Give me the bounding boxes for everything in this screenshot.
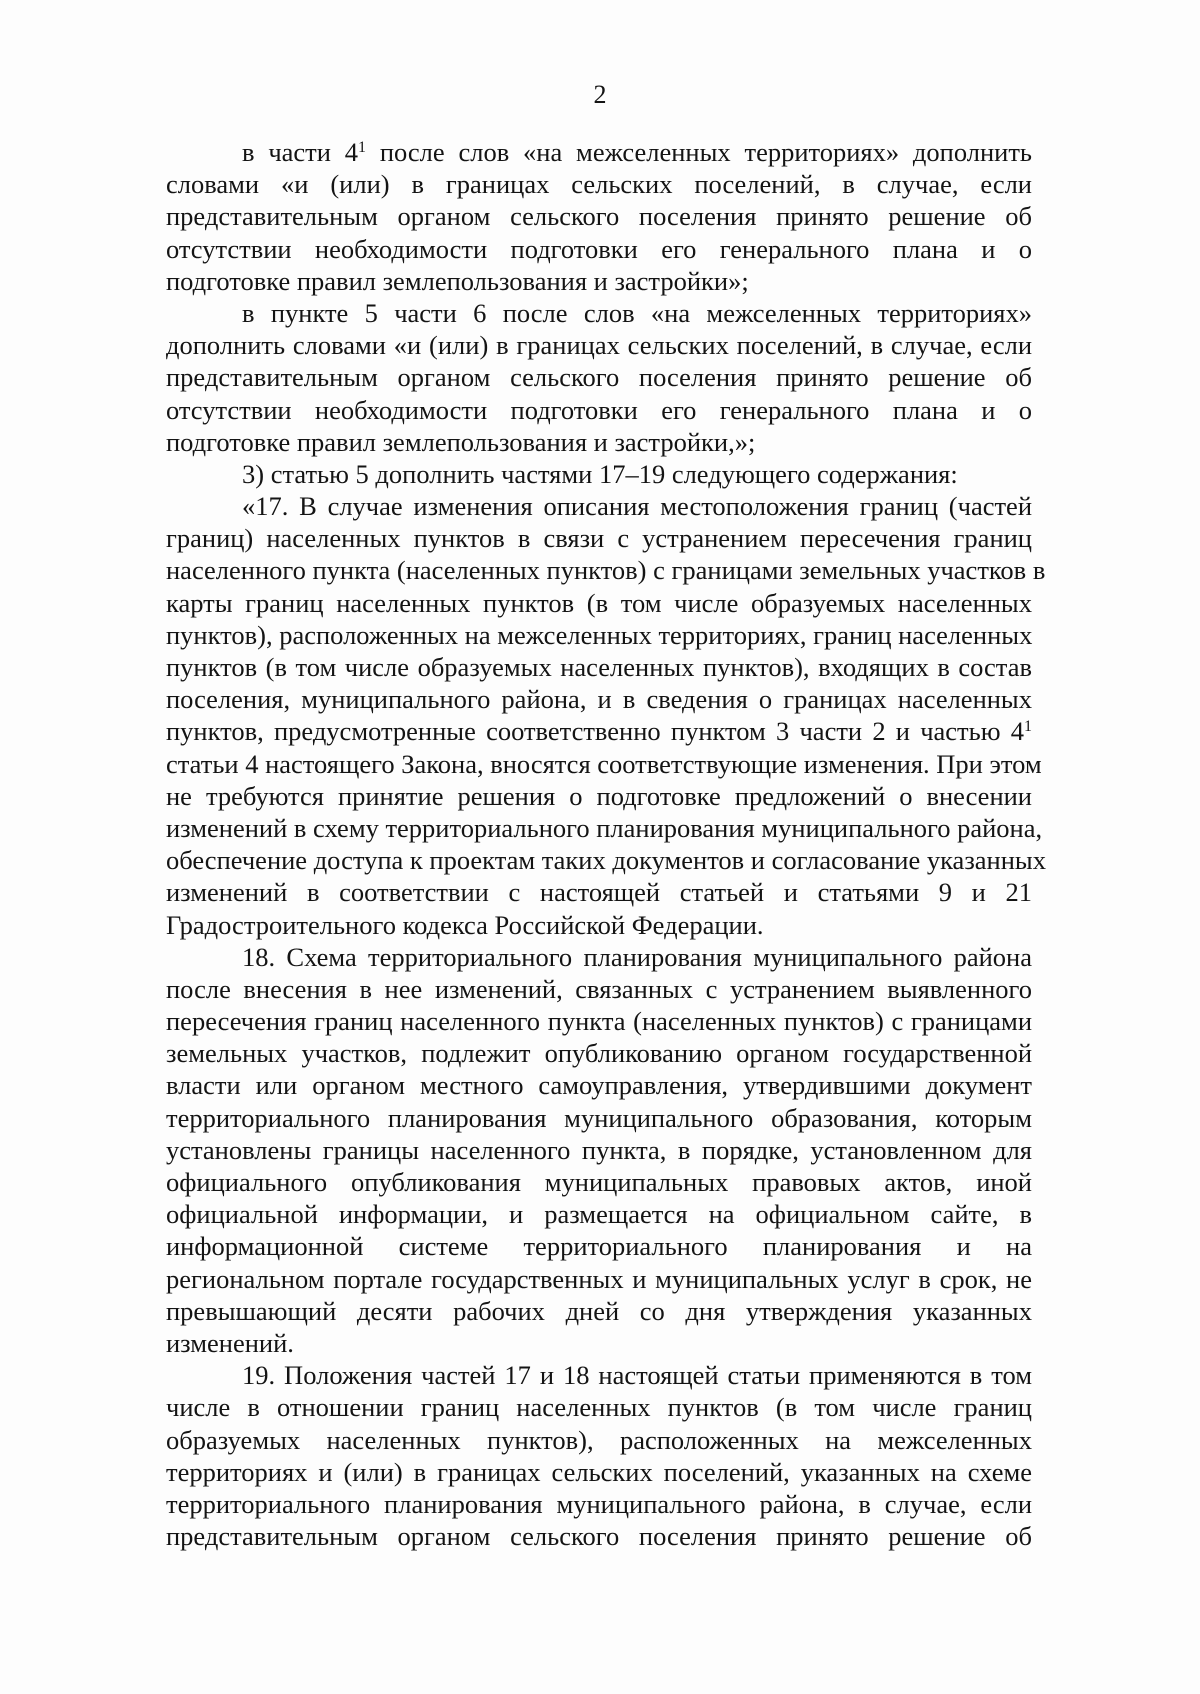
text-line: поселения, муниципального района, и в сведения о границах населенных	[166, 684, 1032, 715]
text-line: подготовке правил землепользования и застройки,»;	[166, 426, 756, 457]
text-line: образуемых населенных пунктов), расположенных на межселенных	[166, 1424, 1032, 1455]
text-line: границ) населенных пунктов в связи с устранением пересечения границ	[166, 523, 1032, 554]
text-line: информационной системе территориального планирования и на	[166, 1231, 1032, 1262]
text-line: после внесения в нее изменений, связанных с устранением выявленного	[166, 973, 1032, 1004]
text-line: подготовке правил землепользования и застройки»;	[166, 265, 749, 296]
text-line: числе в отношении границ населенных пунктов (в том числе границ	[166, 1392, 1032, 1423]
text-line: территориях и (или) в границах сельских поселений, указанных на схеме	[166, 1456, 1032, 1487]
text-line: «17. В случае изменения описания местоположения границ (частей	[242, 491, 1032, 522]
text-line: пунктов (в том числе образуемых населенных пунктов), входящих в состав	[166, 652, 1032, 682]
text-line: дополнить словами «и (или) в границах сельских поселений, в случае, если	[166, 330, 1032, 361]
text-line: карты границ населенных пунктов (в том числе образуемых населенных	[166, 587, 1032, 618]
text-line: отсутствии необходимости подготовки его генерального плана и о	[166, 233, 1032, 264]
text-line: официального опубликования муниципальных правовых актов, иной	[166, 1167, 1032, 1197]
text-line: отсутствии необходимости подготовки его генерального плана и о	[166, 394, 1032, 425]
text-line: словами «и (или) в границах сельских поселений, в случае, если	[166, 169, 1032, 200]
text-line: в части $4^1$ после слов «на межселенных территориях» дополнить	[242, 137, 1032, 167]
text-line: установлены границы населенного пункта, в порядке, установленном для	[166, 1134, 1032, 1165]
text-line: представительным органом сельского поселения принято решение об	[166, 201, 1032, 232]
text-line: изменений.	[166, 1327, 294, 1358]
text-line: обеспечение доступа к проектам таких документов и согласование указанных	[166, 845, 1046, 876]
text-line: власти или органом местного самоуправления, утвердившими документ	[166, 1070, 1032, 1101]
page-number: 2	[593, 80, 607, 109]
text-line: Градостроительного кодекса Российской Федерации.	[166, 909, 764, 940]
text-line: превышающий десяти рабочих дней со дня утверждения указанных	[166, 1295, 1032, 1326]
text-line: изменений в соответствии с настоящей статьей и статьями 9 и 21	[166, 877, 1032, 908]
text-line: не требуются принятие решения о подготовке предложений о внесении	[166, 780, 1032, 811]
text-line: 19. Положения частей 17 и 18 настоящей статьи применяются в том	[242, 1360, 1032, 1391]
text-line: пересечения границ населенного пункта (населенных пунктов) с границами	[166, 1006, 1032, 1037]
text-line: представительным органом сельского поселения принято решение об	[166, 1521, 1032, 1552]
text-line: пунктов), расположенных на межселенных территориях, границ населенных	[166, 619, 1033, 650]
text-line: региональном портале государственных и муниципальных услуг в срок, не	[166, 1263, 1032, 1294]
text-line: статьи 4 настоящего Закона, вносятся соответствующие изменения. При этом	[166, 748, 1042, 779]
text-line: населенного пункта (населенных пунктов) с границами земельных участков в	[166, 555, 1046, 586]
document-body	[166, 136, 1046, 1552]
text-line: пунктов, предусмотренные соответственно пунктом 3 части 2 и частью $4^1$	[166, 716, 1032, 747]
text-line: официальной информации, и размещается на официальном сайте, в	[166, 1199, 1032, 1230]
text-line: земельных участков, подлежит опубликованию органом государственной	[166, 1038, 1032, 1069]
text-line: изменений в схему территориального планирования муниципального района,	[166, 812, 1043, 843]
text-line: территориального планирования муниципального района, в случае, если	[166, 1488, 1032, 1519]
text-line: 3) статью 5 дополнить частями 17–19 следующего содержания:	[242, 458, 958, 489]
text-line: территориального планирования муниципального образования, которым	[166, 1102, 1032, 1133]
text-line: в пункте 5 части 6 после слов «на межселенных территориях»	[242, 297, 1032, 328]
text-line: представительным органом сельского поселения принято решение об	[166, 362, 1032, 393]
text-line: 18. Схема территориального планирования муниципального района	[242, 941, 1032, 972]
